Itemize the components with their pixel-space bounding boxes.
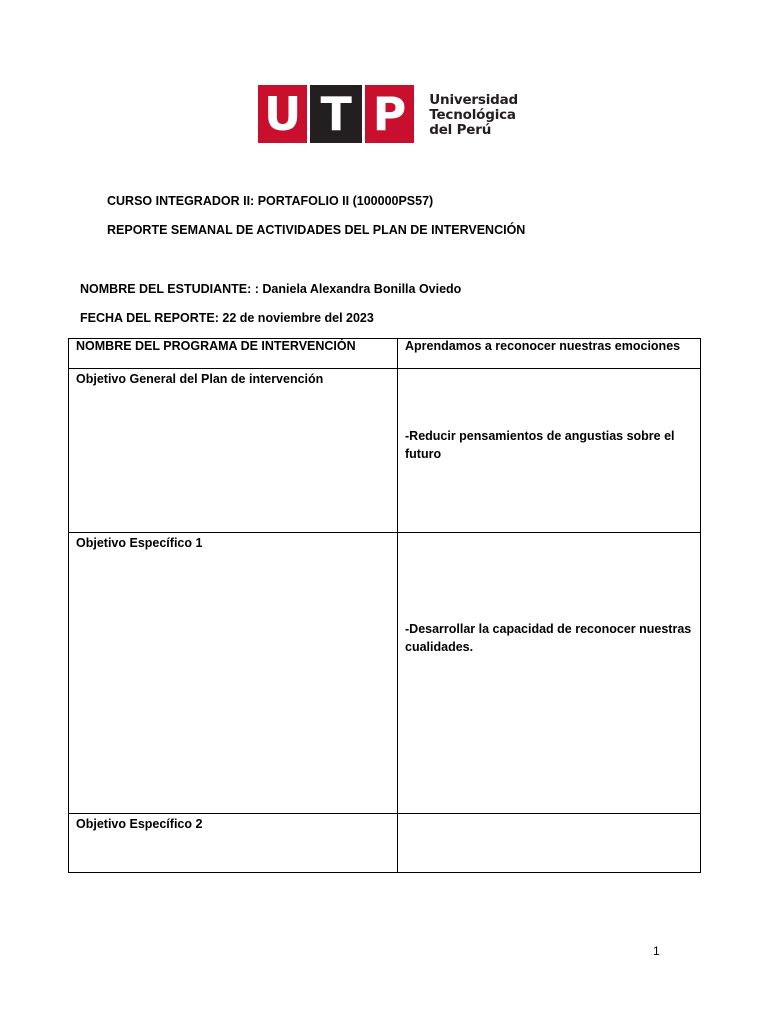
report-date-line: FECHA DEL REPORTE: 22 de noviembre del 2023 [80,311,374,325]
logo-letter-p: P [365,85,414,143]
logo-letter-u: U [258,85,307,143]
student-name-line: NOMBRE DEL ESTUDIANTE: : Daniela Alexandra Bonilla Oviedo [80,282,462,296]
specific-objective-1-label-cell [69,533,398,814]
specific-objective-1-label: Objetivo Específico 1 [76,536,203,550]
table-row-general-objective [69,369,701,533]
report-title: REPORTE SEMANAL DE ACTIVIDADES DEL PLAN DE INTERVENCIÓN [107,223,526,237]
table-row-specific-objective-2 [69,814,701,873]
logo-name-line-2: Tecnológica [429,107,516,123]
page-number: 1 [653,944,660,958]
logo-university-name [429,93,518,138]
program-value: Aprendamos a reconocer nuestras emociones [405,339,681,353]
utp-logo [258,85,518,143]
specific-objective-1-value: -Desarrollar la capacidad de reconocer nuestras cualidades. [405,622,692,654]
general-objective-value: -Reducir pensamientos de angustias sobre el futuro [405,429,675,461]
specific-objective-1-value-cell [398,533,701,814]
general-objective-label-cell [69,369,398,533]
intervention-plan-table [68,338,701,873]
program-value-cell [398,339,701,369]
course-title: CURSO INTEGRADOR II: PORTAFOLIO II (100000PS57) [107,194,434,208]
specific-objective-2-value-cell [398,814,701,873]
general-objective-value-cell [398,369,701,533]
specific-objective-2-label: Objetivo Específico 2 [76,817,203,831]
logo-name-line-3: del Perú [429,122,492,138]
program-label: NOMBRE DEL PROGRAMA DE INTERVENCIÓN [76,339,356,353]
general-objective-label: Objetivo General del Plan de intervención [76,372,324,386]
specific-objective-2-label-cell [69,814,398,873]
program-label-cell [69,339,398,369]
table-row-program [69,339,701,369]
table-row-specific-objective-1 [69,533,701,814]
logo-name-line-1: Universidad [429,92,518,108]
logo-letter-t: T [310,85,361,143]
